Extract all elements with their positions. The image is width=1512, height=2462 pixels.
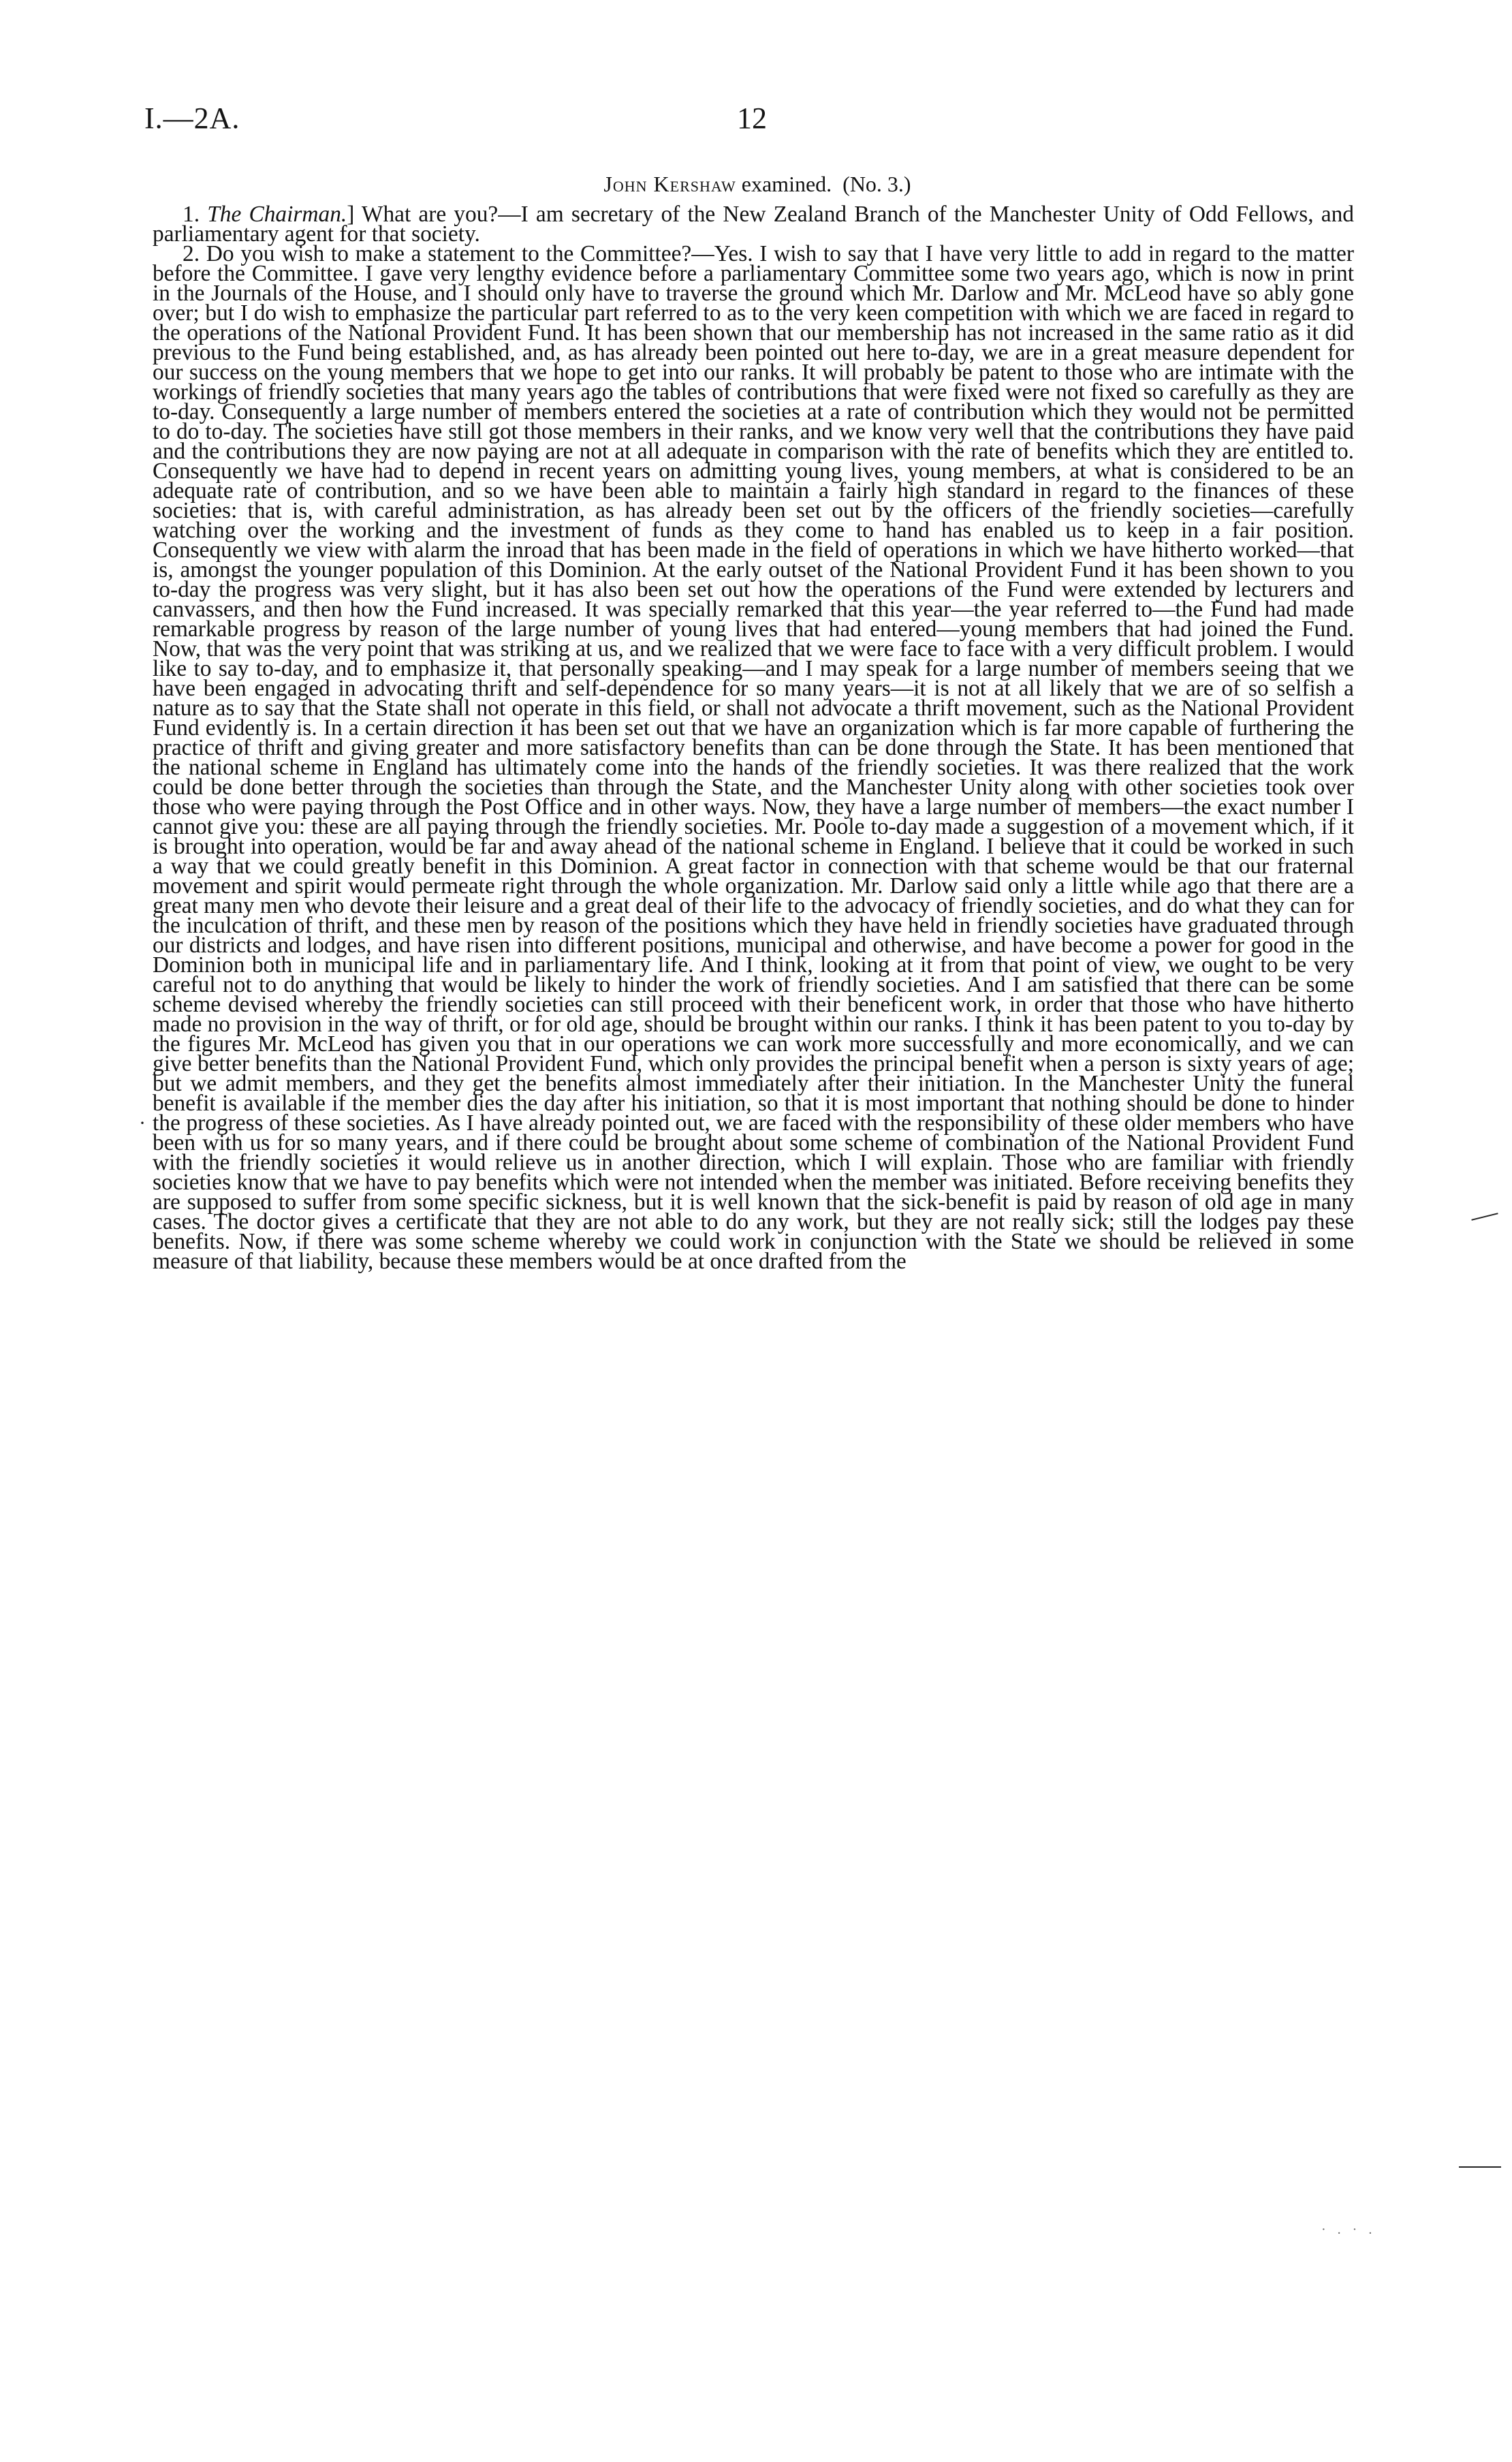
examination-number: (No. 3.) <box>842 172 911 196</box>
witness-name: John Kershaw <box>603 172 736 196</box>
margin-bullet-mark: · <box>139 1112 146 1134</box>
evidence-paragraph-1 <box>153 202 1355 247</box>
paragraph-text: ] What are you?—I am secretary of the New Zealand Branch of the Manchester Unity of Odd Fellows, and parliamentary agent for that society. <box>153 202 1355 247</box>
margin-speck-marks: · . · . <box>1321 2222 1376 2237</box>
evidence-paragraph-2 <box>153 241 1354 1274</box>
paragraph-number: 1. <box>183 202 200 227</box>
evidence-body <box>153 202 1355 1274</box>
margin-pen-mark <box>1471 1213 1498 1221</box>
page-number: 12 <box>737 102 767 135</box>
paragraph-number: 2. <box>183 241 200 266</box>
witness-status: examined. <box>741 172 832 196</box>
margin-rule-mark <box>1459 2166 1501 2168</box>
speaker-name: The Chairman. <box>207 202 347 227</box>
witness-heading <box>144 172 1370 197</box>
paragraph-text: Do you wish to make a statement to the Committee?—Yes. I wish to say that I have very little to add in regard to the matter before the Committee. I gave very lengthy evidence before a parliamentary Committee some two years ago, which is now in print in the Journals of the House, and I should only have to traverse the ground which Mr. Darlow and Mr. McLeod have so ably gone over; but I do wish to emphasize the particular part referred to as to the very keen competition with which we are faced in regard to the operations of the National Provident Fund. It has been shown that our membership has not increased in the same ratio as it did previous to the Fund being established, and, as has already been pointed out here to-day, we are in a great measure dependent for our success on the young members that we hope to get into our ranks. It will probably be patent to those who are intimate with the workings of friendly societies that many years ago the tables of contributions that were fixed were not fixed so carefully as they are to-day. Consequently a large number of members entered the societies at a rate of contribution which they would not be permitted to do to-day. The societies have still got those members in their ranks, and we know very well that the contributions they have paid and the contributions they are now paying are not at all adequate in comparison with the rate of benefits which they are entitled to. Consequently we have had to depend in recent years on admitting young lives, young members, at what is considered to be an adequate rate of contribution, and so we have been able to maintain a fairly high standard in regard to the finances of these societies: that is, with careful administration, as has already been set out by the officers of the friendly societies—carefully watching over the working and the investment of funds as they come to hand has enabled us to keep in a fair position. Consequently we view with alarm the inroad that has been made in the field of operations in which we have hitherto worked—that is, amongst the younger population of this Dominion. At the early outset of the National Provident Fund it has been shown to you to-day the progress was very slight, but it has also been set out how the operations of the Fund were extended by lecturers and canvassers, and then how the Fund increased. It was specially remarked that this year—the year referred to—the Fund had made remarkable progress by reason of the large number of young lives that had entered—young members that had joined the Fund. Now, that was the very point that was striking at us, and we realized that we were face to face with a very difficult problem. I would like to say to-day, and to emphasize it, that personally speaking—and I may speak for a large number of members seeing that we have been engaged in advocating thrift and self-dependence for so many years—it is not at all likely that we are of so selfish a nature as to say that the State shall not operate in this field, or shall not advocate a thrift movement, such as the National Provident Fund evidently is. In a certain direction it has been set out that we have an organization which is far more capable of furthering the practice of thrift and giving greater and more satisfactory benefits than can be done through the State. It has been mentioned that the national scheme in England has ultimately come into the hands of the friendly societies. It was there realized that the work could be done better through the societies than through the State, and the Manchester Unity along with other societies took over those who were paying through the Post Office and in other ways. Now, they have a large number of members—the exact number I cannot give you: these are all paying through the friendly societies. Mr. Poole to-day made a suggestion of a movement which, if it is brought into operation, would be far and away ahead of the national scheme in England. I believe that it could be worked in such a way that we could greatly benefit in this Dominion. A great factor in connection with that scheme would be that our fraternal movement and spirit would permeate right through the whole organization. Mr. Darlow said only a little while ago that there are a great many men who devote their leisure and a great deal of their life to the advocacy of friendly societies, and do what they can for the inculcation of thrift, and these men by reason of the positions which they have held in friendly societies have graduated through our districts and lodges, and have risen into different positions, municipal and otherwise, and have become a power for good in the Dominion both in municipal life and in parliamentary life. And I think, looking at it from that point of view, we ought to be very careful not to do anything that would be likely to hinder the work of friendly societies. And I am satisfied that there can be some scheme devised whereby the friendly societies can still proceed with their beneficent work, in order that those who have hitherto made no provision in the way of thrift, or for old age, should be brought within our ranks. I think it has been patent to you to-day by the figures Mr. McLeod has given you that in our operations we can work more successfully and more economically, and we can give better benefits than the National Provident Fund, which only provides the principal benefit when a person is sixty years of age; but we admit members, and they get the benefits almost immediately after their initiation. In the Manchester Unity the funeral benefit is available if the member dies the day after his initiation, so that it is most important that nothing should be done to hinder the progress of these societies. As I have already pointed out, we are faced with the responsibility of these older members who have been with us for so many years, and if there could be brought about some scheme of combination of the National Provident Fund with the friendly societies it would relieve us in another direction, which I will explain. Those who are familiar with friendly societies know that we have to pay benefits which were not intended when the member was initiated. Before receiving benefits they are supposed to suffer from some specific sickness, but it is well known that the sick-benefit is paid by reason of old age in many cases. The doctor gives a certificate that they are not able to do any work, but they are not really sick; still the lodges pay these benefits. Now, if there was some scheme whereby we could work in conjunction with the State we should be relieved in some measure of that liability, because these members would be at once drafted from the <box>153 241 1354 1274</box>
paper-reference: I.—2A. <box>144 102 240 135</box>
page-header <box>144 101 1370 149</box>
